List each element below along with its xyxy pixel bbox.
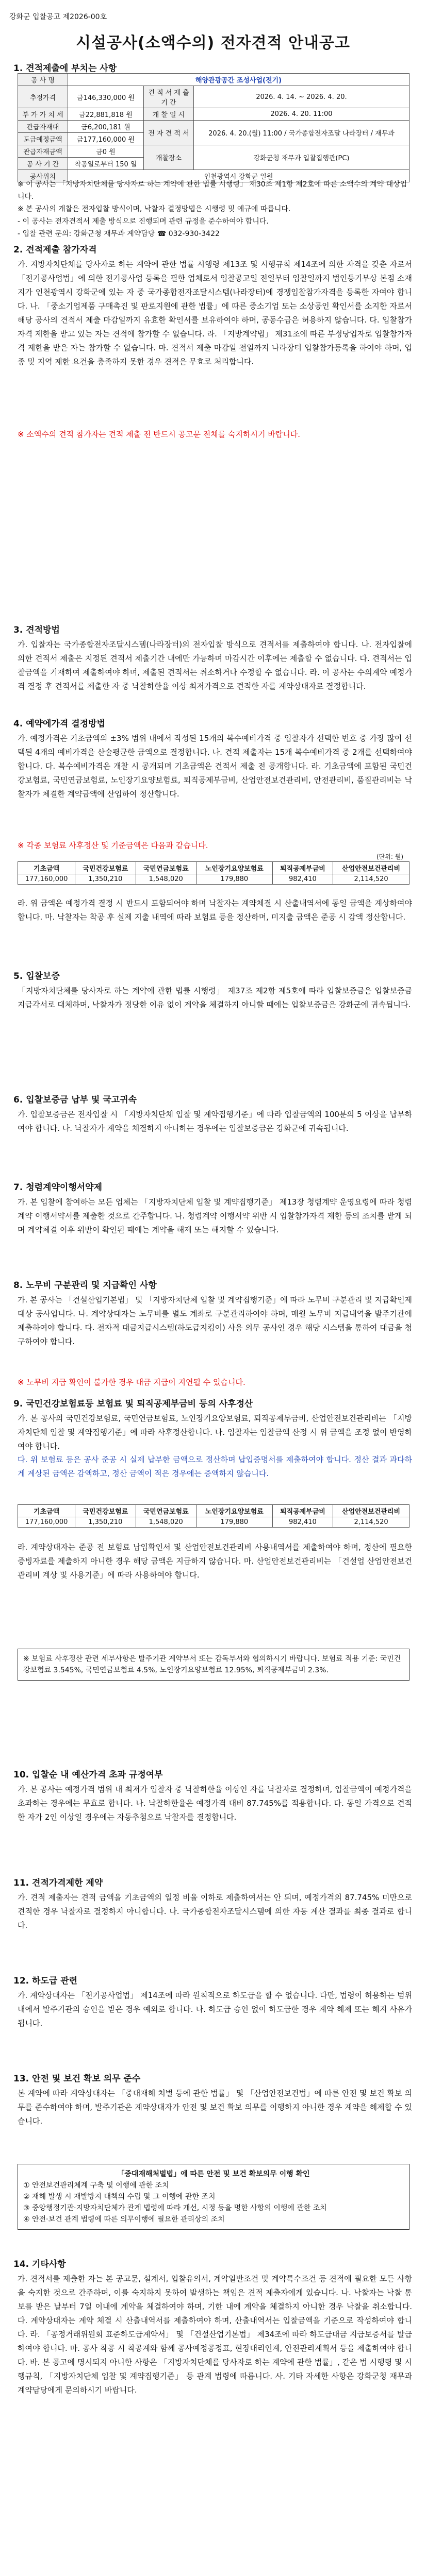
table-label: 부 가 가 치 세	[18, 108, 68, 121]
warning-text: ※ 소액수의 견적 참가자는 견적 제출 전 반드시 공고문 전체를 숙지하시기 바랍니다.	[18, 430, 300, 439]
table-header: 퇴직공제부금비	[272, 862, 333, 874]
table-value: 착공일로부터 150 일	[68, 158, 144, 170]
table-label: 개 찰 일 시	[143, 108, 193, 121]
info-box: ※ 보험료 사후정산 관련 세부사항은 발주기관 계약부서 또는 감독부서와 협의하시기 바랍니다. 보험료 적용 기준: 국민건강보험료 3.545%, 국민연금보험료 4.5%, 노인장기요양보험료 12.95%, 퇴직공제부금비 2.3%.	[18, 1649, 409, 1681]
note-item: ※ 본 공사의 개찰은 전자입찰 방식이며, 낙찰자 결정방법은 시행령 및 예규에 따릅니다.	[18, 205, 291, 213]
box-item: ② 재해 발생 시 재발방지 대책의 수립 및 그 이행에 관한 조치	[23, 2193, 216, 2201]
project-name: 해양관광공간 조성사업(전기)	[68, 74, 409, 86]
table-label: 개찰장소	[143, 145, 193, 170]
summary-table	[18, 73, 409, 182]
table-label: 공 사 명	[18, 74, 68, 86]
note-item: ※ 이 공사는 「지방자치단체를 당사자로 하는 계약에 관한 법률 시행령」 제30조 제1항 제2호에 따른 소액수의 계약 대상입니다.	[18, 180, 407, 201]
note-list	[18, 178, 412, 240]
table-header: 노인장기요양보험료	[196, 862, 272, 874]
section-body: 「지방자치단체를 당사자로 하는 계약에 관한 법률 시행령」 제37조 제2항 제5호에 따라 입찰보증금은 입찰보증금 지급각서로 대체하며, 낙찰자가 정당한 이유 없이 계약을 체결하지 아니할 때에는 입찰보증금은 강화군에 귀속됩니다.	[18, 986, 412, 1009]
table-label: 관급자재대	[18, 121, 68, 133]
section-heading: 10. 입찰순 내 예산가격 초과 규정여부	[13, 1770, 163, 1780]
table-label: 추정가격	[18, 86, 68, 108]
table-cell: 2,114,520	[333, 1517, 409, 1528]
section-body: 가. 계약상대자는 「전기공사업법」 제14조에 따라 원칙적으로 하도급을 할 수 없습니다. 다만, 법령이 허용하는 범위 내에서 발주기관의 승인을 받은 경우 예외로 합니다. 나. 하도급 승인 없이 하도급한 경우 계약 해제 또는 해지 사유가 됩니다.	[18, 1991, 412, 2028]
section-body: 가. 지방자치단체를 당사자로 하는 계약에 관한 법률 시행령 제13조 및 시행규칙 제14조에 의한 자격을 갖춘 자로서 「전기공사업법」에 의한 전기공사업 등록을 필한 업체로서 입찰공고일 전일부터 입찰일까지 법인등기부상 본점 소재지가 인천광역시 강화군에 있는 자 중 국가종합전자조달시스템(나라장터)에 경쟁입찰참가자격을 등록한 자여야 합니다. 나. 「중소기업제품 구매촉진 및 판로지원에 관한 법률」에 따른 중소기업 또는 소상공인 확인서를 소지한 자로서 해당 공사의 견적서 제출 마감일까지 유효한 확인서를 보유하여야 하며, 공동수급은 허용하지 않습니다. 다. 입찰참가자격 제한을 받고 있는 자는 견적에 참가할 수 없습니다. 라. 「지방계약법」 제31조에 따른 부정당업자로 입찰참가자격 제한을 받은 자는 참가할 수 없습니다. 마. 견적서 제출 마감일 전일까지 나라장터 입찰참가등록을 하여야 하며, 업종 및 지역 제한 요건을 충족하지 못한 경우 견적은 무효로 처리합니다.	[18, 260, 412, 366]
table-value: 금177,160,000 원	[68, 133, 144, 145]
section-heading: 8. 노무비 구분관리 및 지급확인 사항	[13, 1280, 157, 1291]
table-cell: 177,160,000	[18, 874, 75, 885]
section-heading: 14. 기타사항	[13, 2259, 66, 2269]
section-heading: 3. 견적방법	[13, 625, 60, 635]
table-label: 전 자 견 적 서	[143, 121, 193, 145]
table-cell: 982,410	[272, 874, 333, 885]
table-value: 강화군청 재무과 입찰집행관(PC)	[193, 145, 409, 170]
section-body: 라. 위 금액은 예정가격 결정 시 반드시 포함되어야 하며 낙찰자는 계약체결 시 산출내역서에 동일 금액을 계상하여야 합니다. 마. 낙찰자는 착공 후 실제 지출 내역에 따라 보험료 등을 정산하며, 미지출 금액은 준공 시 감액 정산합니다.	[18, 899, 412, 922]
section-body: 라. 계약상대자는 준공 전 보험료 납입확인서 및 산업안전보건관리비 사용내역서를 제출하여야 하며, 정산에 필요한 증빙자료를 제출하지 아니한 경우 해당 금액은 지급하지 않습니다. 마. 산업안전보건관리비는 「건설업 산업안전보건관리비 계상 및 사용기준」에 따라 사용하여야 합니다.	[18, 1543, 412, 1580]
table-cell: 179,880	[196, 874, 272, 885]
table-header: 산업안전보건관리비	[333, 1505, 409, 1517]
table-value: 2026. 4. 20.(월) 11:00 / 국가종합전자조달 나라장터 / 재무과	[193, 121, 409, 145]
section-body: 가. 입찰보증금은 전자입찰 시 「지방자치단체 입찰 및 계약집행기준」에 따라 입찰금액의 100분의 5 이상을 납부하여야 합니다. 나. 낙찰자가 계약을 체결하지 아니하는 경우에는 입찰보증금은 강화군에 귀속됩니다.	[18, 1110, 412, 1133]
table-value: 금0 원	[68, 145, 144, 158]
table-cell: 1,350,210	[75, 1517, 136, 1528]
warning-text: ※ 각종 보험료 사후정산 및 기준금액은 다음과 같습니다.	[18, 841, 208, 850]
section-body: 가. 본 공사의 국민건강보험료, 국민연금보험료, 노인장기요양보험료, 퇴직공제부금비, 산업안전보건관리비는 「지방자치단체 입찰 및 계약집행기준」에 따라 사후정산합니다. 나. 입찰자는 입찰금액 산정 시 위 금액을 조정 없이 반영하여야 합니다.	[18, 1414, 412, 1451]
section-heading: 6. 입찰보증금 납부 및 국고귀속	[13, 1095, 137, 1105]
note-item: - 입찰 관련 문의: 강화군청 재무과 계약담당 ☎ 032-930-3422	[18, 230, 220, 238]
unit-caption: (단위: 원)	[376, 853, 403, 860]
warning-text: ※ 노무비 지급 확인이 불가한 경우 대금 지급이 지연될 수 있습니다.	[18, 1378, 245, 1387]
section-heading: 4. 예약에가격 결정방법	[13, 719, 105, 729]
section-heading: 11. 견적가격제한 제약	[13, 1878, 103, 1888]
table-header: 기초금액	[18, 1505, 75, 1517]
page-title: 시설공사(소액수의) 전자견적 안내공고	[76, 34, 350, 52]
section-body: 가. 본 공사는 「건설산업기본법」 및 「지방자치단체 입찰 및 계약집행기준」에 따라 노무비 구분관리 및 지급확인제 대상 공사입니다. 나. 계약상대자는 노무비를 별도 계좌로 구분관리하여야 하며, 매월 노무비 지급내역을 발주기관에 제출하여야 합니다. 다. 전자적 대금지급시스템(하도급지킴이) 사용 의무 공사인 경우 해당 시스템을 통하여 대금을 청구하여야 합니다.	[18, 1295, 412, 1346]
section-heading: 13. 안전 및 보건 확보 의무 준수	[13, 2074, 141, 2084]
table-cell: 1,548,020	[136, 874, 196, 885]
table-cell: 179,880	[196, 1517, 272, 1528]
table-label: 공사위치	[18, 170, 68, 182]
table-cell: 2,114,520	[333, 874, 409, 885]
table-value: 금6,200,181 원	[68, 121, 144, 133]
table-value: 금146,330,000 원	[68, 86, 144, 108]
section-heading: 9. 국민건강보험료등 보험료 및 퇴직공제부금비 등의 사후정산	[13, 1399, 253, 1409]
table-value: 2026. 4. 20. 11:00	[193, 108, 409, 121]
section-body: 본 계약에 따라 계약상대자는 「중대재해 처벌 등에 관한 법률」 및 「산업안전보건법」에 따른 안전 및 보건 확보 의무를 준수하여야 하며, 발주기관은 계약상대자가 안전 및 보건 확보 의무를 이행하지 아니한 경우 계약을 해제할 수 있습니다.	[18, 2089, 412, 2126]
table-header: 산업안전보건관리비	[333, 862, 409, 874]
section-body: 가. 예정가격은 기초금액의 ±3% 범위 내에서 작성된 15개의 복수예비가격 중 입찰자가 선택한 번호 중 가장 많이 선택된 4개의 예비가격을 산술평균한 금액으로 결정합니다. 나. 견적 제출자는 15개 복수예비가격 중 2개를 선택하여야 합니다. 다. 복수예비가격은 개찰 시 공개되며 기초금액은 견적서 제출 전 공개합니다. 라. 기초금액에 포함된 국민건강보험료, 국민연금보험료, 노인장기요양보험료, 퇴직공제부금비, 산업안전보건관리비, 안전관리비, 품질관리비는 낙찰자가 체결한 계약금액에 산입하여 정산합니다.	[18, 734, 412, 799]
table-header: 국민연금보험료	[136, 1505, 196, 1517]
table-header: 기초금액	[18, 862, 75, 874]
box-item: ① 안전보건관리체계 구축 및 이행에 관한 조치	[23, 2181, 169, 2190]
section-heading: 7. 청렴계약이행서약제	[13, 1182, 103, 1193]
table-label: 도급예정금액	[18, 133, 68, 145]
box-item: ③ 중앙행정기관·지방자치단체가 관계 법령에 따라 개선, 시정 등을 명한 사항의 이행에 관한 조치	[23, 2204, 327, 2212]
section-body: 가. 견적서를 제출한 자는 본 공고문, 설계서, 입찰유의서, 계약일반조건 및 계약특수조건 등 견적에 필요한 모든 사항을 숙지한 것으로 간주하며, 이를 숙지하지 못하여 발생하는 책임은 견적 제출자에게 있습니다. 나. 낙찰자는 낙찰 통보를 받은 날부터 7일 이내에 계약을 체결하여야 하며, 기한 내에 계약을 체결하지 아니한 경우 낙찰을 취소합니다. 다. 계약상대자는 계약 체결 시 산출내역서를 제출하여야 하며, 산출내역서는 입찰금액을 기준으로 작성하여야 합니다. 라. 「공정거래위원회 표준하도급계약서」 및 「건설산업기본법」 제34조에 따라 하도급대금 지급보증서를 발급하여야 합니다. 마. 공사 착공 시 착공계와 함께 공사예정공정표, 현장대리인계, 안전관리계획서 등을 제출하여야 합니다. 바. 본 공고에 명시되지 아니한 사항은 「지방자치단체를 당사자로 하는 계약에 관한 법률」, 같은 법 시행령 및 시행규칙, 「지방자치단체 입찰 및 계약집행기준」 등 관계 법령에 따릅니다. 사. 기타 자세한 사항은 강화군청 재무과 계약담당에게 문의하시기 바랍니다.	[18, 2274, 412, 2395]
table-label: 관급자재금액	[18, 145, 68, 158]
table-cell: 177,160,000	[18, 1517, 75, 1528]
table-header: 국민연금보험료	[136, 862, 196, 874]
section-body: 가. 본 공사는 예정가격 범위 내 최저가 입찰자 중 낙찰하한율 이상인 자를 낙찰자로 결정하며, 입찰금액이 예정가격을 초과하는 경우에는 무효로 합니다. 나. 낙찰하한율은 예정가격 대비 87.745%를 적용합니다. 다. 동일 가격으로 견적한 자가 2인 이상일 경우에는 자동추첨으로 낙찰자를 결정합니다.	[18, 1785, 412, 1822]
premium-table	[18, 861, 409, 885]
table-cell: 1,350,210	[75, 874, 136, 885]
settlement-table	[18, 1504, 409, 1528]
table-value: 금22,881,818 원	[68, 108, 144, 121]
section-heading: 2. 견적제출 참가자격	[13, 245, 97, 255]
box-title: 「중대재해처벌법」에 따른 안전 및 보건 확보의무 이행 확인	[117, 2170, 310, 2178]
table-label: 견 적 서 제 출 기 간	[143, 86, 193, 108]
table-header: 노인장기요양보험료	[196, 1505, 272, 1517]
table-header: 국민건강보험료	[75, 1505, 136, 1517]
table-cell: 1,548,020	[136, 1517, 196, 1528]
section-heading: 12. 하도급 관련	[13, 1976, 78, 1986]
box-item: ④ 안전·보건 관계 법령에 따른 의무이행에 필요한 관리상의 조치	[23, 2215, 225, 2224]
section-heading: 5. 입찰보증	[13, 971, 60, 981]
table-value: 인천광역시 강화군 일원	[68, 170, 409, 182]
section-body: 가. 본 입찰에 참여하는 모든 업체는 「지방자치단체 입찰 및 계약집행기준」 제13장 청렴계약 운영요령에 따라 청렴계약 이행서약서를 제출한 것으로 간주합니다. 나. 청렴계약 이행서약 위반 시 입찰참가자격 제한 등의 조치를 받게 되며 계약체결 이후 위반이 확인된 때에는 계약을 해제 또는 해지할 수 있습니다.	[18, 1197, 412, 1234]
table-cell: 982,410	[272, 1517, 333, 1528]
table-label: 공 사 기 간	[18, 158, 68, 170]
document-number: 강화군 입찰공고 제2026-00호	[9, 13, 107, 21]
table-value: 2026. 4. 14. ~ 2026. 4. 20.	[193, 86, 409, 108]
section-body: 가. 견적 제출자는 견적 금액을 기초금액의 일정 비율 이하로 제출하여서는 안 되며, 예정가격의 87.745% 미만으로 견적한 경우 낙찰자로 결정하지 아니합니다. 나. 국가종합전자조달시스템에 의한 자동 계산 결과를 최종 결과로 합니다.	[18, 1893, 412, 1930]
highlight-text: 다. 위 보험료 등은 공사 준공 시 실제 납부한 금액으로 정산하며 납입증명서를 제출하여야 합니다. 정산 결과 과다하게 계상된 금액은 감액하고, 정산 금액이 적은 경우에는 증액하지 않습니다.	[18, 1455, 412, 1478]
section-body: 가. 입찰자는 국가종합전자조달시스템(나라장터)의 전자입찰 방식으로 견적서를 제출하여야 합니다. 나. 전자입찰에 의한 견적서 제출은 지정된 견적서 제출기간 내에만 가능하며 마감시간 이후에는 제출할 수 없습니다. 다. 견적서는 입찰금액을 기재하여 제출하여야 하며, 제출된 견적서는 취소하거나 수정할 수 없습니다. 라. 이 공사는 수의계약 예정가격 결정 후 견적서를 제출한 자 중 낙찰하한율 이상 최저가격으로 견적한 자를 계약상대자로 결정합니다.	[18, 640, 412, 691]
duty-box	[18, 2164, 409, 2230]
table-header: 퇴직공제부금비	[272, 1505, 333, 1517]
note-item: - 이 공사는 전자견적서 제출 방식으로 진행되며 관련 규정을 준수하여야 합니다.	[18, 217, 269, 226]
section-heading: 1. 견적제출에 부치는 사항	[13, 63, 117, 74]
table-header: 국민건강보험료	[75, 862, 136, 874]
